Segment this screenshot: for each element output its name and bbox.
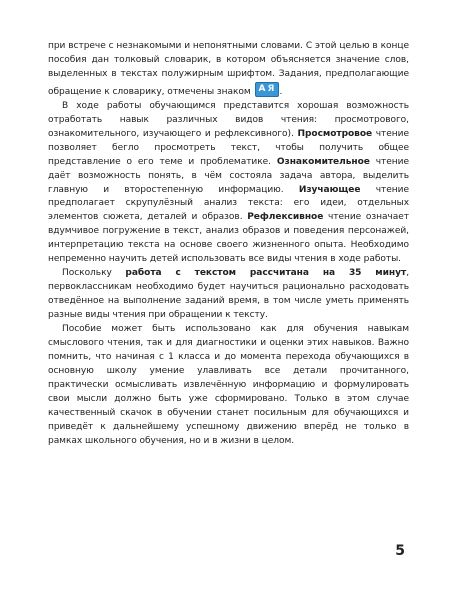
text-run: Пособие может быть использовано как для обучения навыкам смыслового чтения, так и для диагностики и оценки этих навыков. Важно помнить, что начиная с 1 класса и до момента перехода обучающихся в основную школу умение улавливать все детали прочитанного, практически осмысливать извлечённую информацию и формулировать свои мысли должно быть уже сформировано. Только в этом случае качественный скачок в обучении станет посильным для обучающихся и приведёт к дальнейшему успешному движению вперёд не только в рамках школьного обучения, но и в жизни в целом. bbox=[48, 324, 409, 446]
paragraph-usage bbox=[48, 323, 409, 449]
text-run: . bbox=[279, 86, 283, 97]
text-run: чтение предполагает скрупулёзный анализ текста: его идеи, отдельных элементов сюжета, деталей и образов. bbox=[48, 184, 409, 223]
paragraph-time-limit bbox=[48, 267, 409, 323]
text-run: Поскольку bbox=[62, 268, 126, 279]
text-run: чтение позволяет бегло просмотреть текст, чтобы получить общее представление о его теме и проблематике. bbox=[48, 128, 409, 167]
text-run: В ходе работы обучающимся представится хорошая возможность отработать навык различных видов чтения: просмотрового, ознакомительного, изучающего и рефлексивного). bbox=[48, 100, 409, 139]
body-text bbox=[48, 40, 409, 449]
term-skimming: Просмотровое bbox=[297, 128, 373, 139]
text-run: при встрече с незнакомыми и непонятными словами. С этой целью в конце пособия дан толковый словарик, в котором объясняется значение слов, выделенных в текстах полужирным шрифтом. Задания, предполагающие обращение к словарику, отмечены знаком bbox=[48, 41, 409, 97]
icon-letter-ya: Я bbox=[267, 83, 275, 94]
dictionary-az-icon bbox=[255, 82, 279, 97]
text-run: чтение даёт возможность понять, в чём состояла задача автора, выделить главную и второстепенную информацию. bbox=[48, 156, 409, 195]
page-number: 5 bbox=[395, 543, 405, 559]
term-reflective: Рефлексивное bbox=[247, 212, 324, 223]
paragraph-reading-types bbox=[48, 100, 409, 267]
text-run: , первоклассникам необходимо будет научиться рационально расходовать отведённое на выполнение заданий время, в том числе уметь применять разные виды чтения при обращении к тексту. bbox=[48, 268, 410, 321]
paragraph-dictionary bbox=[48, 40, 409, 100]
term-introductory: Ознакомительное bbox=[276, 156, 370, 167]
icon-letter-a: А bbox=[258, 83, 266, 94]
time-limit-emphasis: работа с текстом рассчитана на 35 минут bbox=[125, 268, 407, 279]
text-run: чтение означает вдумчивое погружение в текст, анализ образов и поведения персонажей, интерпретацию текста на основе своего жизненного опыта. Необходимо непременно научить детей использовать все виды чтения в ходе работы. bbox=[48, 212, 409, 265]
term-studying: Изучающее bbox=[298, 184, 361, 195]
